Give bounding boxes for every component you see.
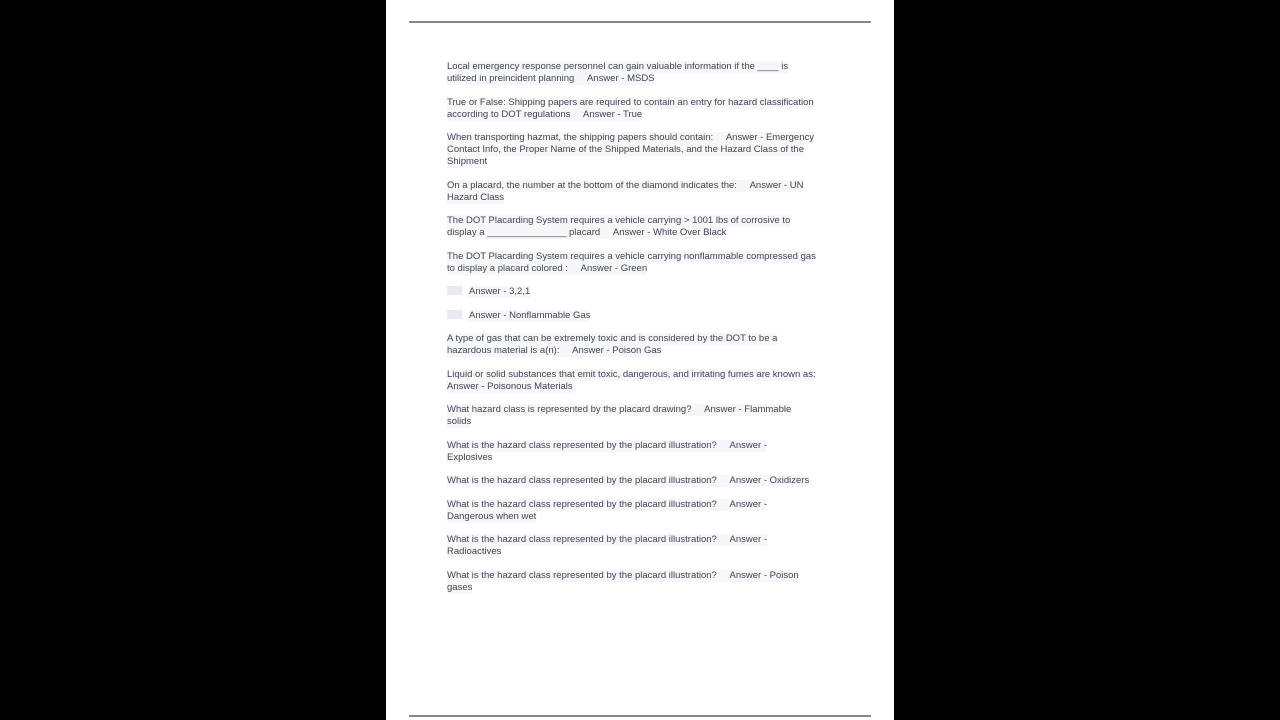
- line-text: gases: [447, 581, 473, 593]
- line-text: Dangerous when wet: [447, 510, 537, 522]
- text-line: [447, 440, 851, 452]
- qa-item: [447, 499, 851, 523]
- document-page: [386, 0, 894, 720]
- qa-item: [447, 534, 851, 558]
- text-line: [447, 546, 851, 558]
- line-text: What is the hazard class represented by the placard illustration? Answer - Poison: [447, 569, 799, 581]
- line-text: What is the hazard class represented by the placard illustration? Answer -: [447, 534, 767, 545]
- qa-item: [447, 215, 851, 239]
- text-line: [447, 333, 851, 345]
- text-line: [447, 251, 851, 263]
- line-text: utilized in preincident planning Answer - MSDS: [447, 73, 655, 84]
- line-text: Answer - 3,2,1: [469, 286, 531, 297]
- text-line: [447, 369, 851, 381]
- line-text: When transporting hazmat, the shipping papers should contain: Answer - Emergency: [447, 132, 815, 143]
- text-line: [447, 475, 851, 487]
- bottom-rule: [409, 715, 871, 717]
- line-text: What is the hazard class represented by the placard illustration? Answer -: [447, 439, 767, 451]
- text-line: [447, 452, 851, 464]
- line-text: True or False: Shipping papers are required to contain an entry for hazard classification: [447, 96, 814, 108]
- line-text: Liquid or solid substances that emit toxic, dangerous, and irritating fumes are known as:: [447, 368, 816, 380]
- text-line: [447, 180, 851, 192]
- redacted-box: [447, 310, 462, 319]
- line-text: Contact Info, the Proper Name of the Shipped Materials, and the Hazard Class of the: [447, 144, 804, 155]
- line-text: A type of gas that can be extremely toxic and is considered by the DOT to be a: [447, 333, 778, 344]
- text-line: [447, 192, 851, 204]
- qa-item: [447, 369, 851, 393]
- qa-item: [447, 440, 851, 464]
- top-rule: [409, 21, 871, 23]
- line-text: The DOT Placarding System requires a vehicle carrying > 1001 lbs of corrosive to: [447, 215, 791, 226]
- line-text: Radioactives: [447, 546, 502, 557]
- qa-item: [447, 251, 851, 275]
- line-text: On a placard, the number at the bottom of the diamond indicates the: Answer - UN: [447, 179, 804, 191]
- text-line: [447, 132, 851, 144]
- text-line: [447, 156, 851, 168]
- text-line: [447, 404, 851, 416]
- text-line: [447, 227, 851, 239]
- text-line: [447, 345, 851, 357]
- document-text: [447, 61, 851, 605]
- line-text: Answer - Nonflammable Gas: [469, 309, 591, 321]
- qa-item: [447, 132, 851, 168]
- line-text: The DOT Placarding System requires a vehicle carrying nonflammable compressed gas: [447, 250, 816, 262]
- text-line: [447, 286, 851, 298]
- text-line: [447, 263, 851, 275]
- text-line: [447, 97, 851, 109]
- line-text: to display a placard colored : Answer - Green: [447, 262, 648, 274]
- line-text: Answer - Poisonous Materials: [447, 380, 573, 392]
- line-text: display a _______________ placard Answer - White Over Black: [447, 227, 727, 238]
- line-text: Local emergency response personnel can gain valuable information if the ____ is: [447, 61, 789, 72]
- qa-item: [447, 310, 851, 322]
- text-line: [447, 310, 851, 322]
- text-line: [447, 144, 851, 156]
- line-text: Hazard Class: [447, 191, 505, 203]
- text-line: [447, 61, 851, 73]
- text-line: [447, 416, 851, 428]
- qa-item: [447, 333, 851, 357]
- line-text: Explosives: [447, 451, 493, 463]
- text-line: [447, 582, 851, 594]
- line-text: What hazard class is represented by the placard drawing? Answer - Flammable: [447, 404, 792, 415]
- line-text: hazardous material is a(n): Answer - Poison Gas: [447, 345, 662, 356]
- qa-item: [447, 570, 851, 594]
- qa-item: [447, 404, 851, 428]
- text-line: [447, 511, 851, 523]
- redacted-box: [447, 286, 462, 295]
- text-line: [447, 73, 851, 85]
- text-line: [447, 534, 851, 546]
- qa-item: [447, 61, 851, 85]
- line-text: solids: [447, 416, 472, 427]
- text-line: [447, 109, 851, 121]
- qa-item: [447, 180, 851, 204]
- text-line: [447, 499, 851, 511]
- qa-item: [447, 97, 851, 121]
- line-text: Shipment: [447, 156, 488, 167]
- qa-item: [447, 475, 851, 487]
- text-line: [447, 215, 851, 227]
- qa-item: [447, 286, 851, 298]
- line-text: What is the hazard class represented by the placard illustration? Answer - Oxidizers: [447, 475, 810, 486]
- line-text: What is the hazard class represented by the placard illustration? Answer -: [447, 498, 767, 510]
- text-line: [447, 381, 851, 393]
- text-line: [447, 570, 851, 582]
- line-text: according to DOT regulations Answer - True: [447, 108, 643, 120]
